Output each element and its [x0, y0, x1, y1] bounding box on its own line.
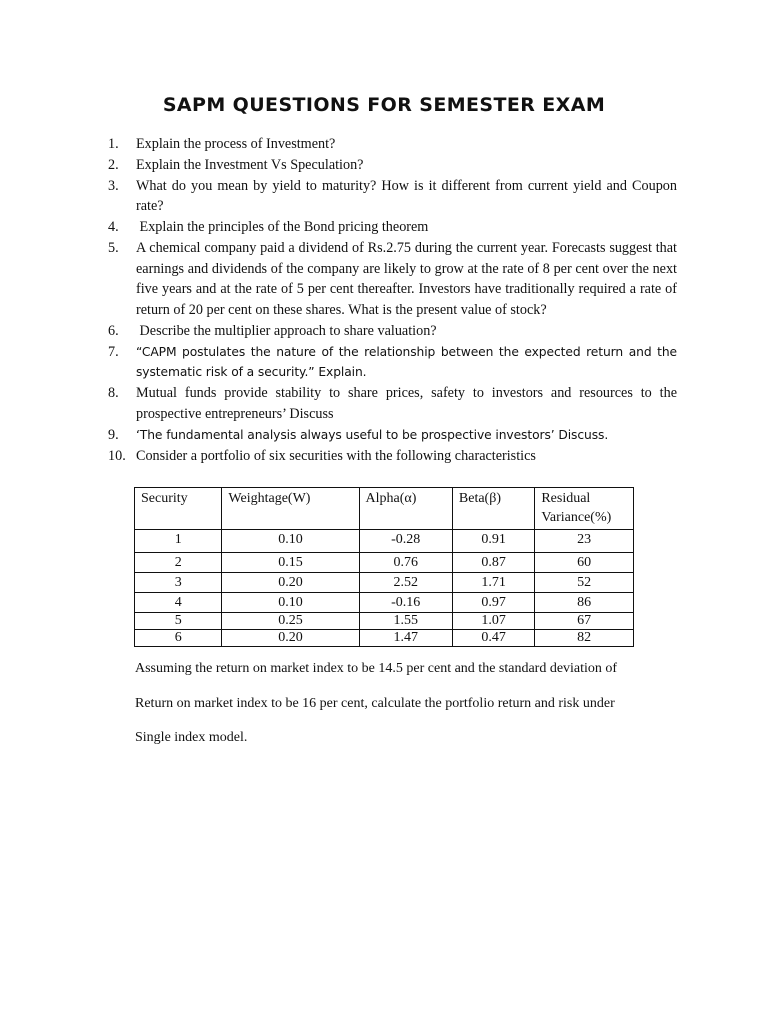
table-cell: 82 [535, 630, 634, 647]
question-number: 3. [108, 177, 119, 194]
question-text: Describe the multiplier approach to share valuation? [136, 322, 437, 339]
closing-paragraph-line: Assuming the return on market index to be 14.5 per cent and the standard deviation of [135, 661, 618, 676]
header-residual-variance: Residual Variance(%) [535, 488, 634, 530]
closing-paragraph-line: Single index model. [135, 730, 248, 745]
question-text: Consider a portfolio of six securities with the following characteristics [136, 447, 536, 464]
question-item [108, 446, 677, 467]
question-text: Explain the process of Investment? [136, 136, 336, 152]
table-row [135, 613, 634, 630]
table-row [135, 630, 634, 647]
table-cell: 0.25 [222, 613, 359, 630]
table-cell: 0.10 [222, 593, 359, 613]
question-text: Explain the Investment Vs Speculation? [136, 156, 364, 173]
table-cell: 0.76 [359, 553, 452, 573]
question-item [108, 176, 677, 217]
question-number: 8. [108, 385, 119, 402]
header-security: Security [135, 488, 222, 530]
securities-table [134, 487, 634, 647]
table-cell: 1 [135, 530, 222, 553]
question-item [108, 134, 677, 155]
question-item [108, 425, 677, 446]
table-cell: 0.91 [452, 530, 534, 553]
table-cell: 0.15 [222, 553, 359, 573]
header-alpha: Alpha(α) [359, 488, 452, 530]
question-text: “CAPM postulates the nature of the relationship between the expected return and the systematic risk of a security.” Explain. [136, 344, 677, 380]
table-row [135, 573, 634, 593]
table-cell: 1.07 [452, 613, 534, 630]
table-cell: 6 [135, 630, 222, 647]
question-item [108, 155, 677, 176]
question-text: ‘The fundamental analysis always useful to be prospective investors’ Discuss. [136, 427, 609, 442]
table-cell: -0.16 [359, 593, 452, 613]
table-cell: 0.20 [222, 630, 359, 647]
question-text: A chemical company paid a dividend of Rs.2.75 during the current year. Forecasts suggest that earnings and dividends of the company are likely to grow at the rate of 8 per cent over the next five years and at the rate of 5 per cent thereafter. Investors have traditionally required a rate of return of 20 per cent on these shares. What is the present value of stock? [136, 240, 677, 318]
table-row [135, 553, 634, 573]
table-cell: 2.52 [359, 573, 452, 593]
table-cell: 60 [535, 553, 634, 573]
table-cell: 67 [535, 613, 634, 630]
question-number: 4. [108, 219, 119, 236]
question-number: 5. [108, 240, 119, 257]
question-number: 7. [108, 343, 119, 360]
question-item [108, 342, 677, 383]
question-text: Explain the principles of the Bond pricing theorem [136, 219, 429, 236]
header-weightage: Weightage(W) [222, 488, 359, 530]
question-item [108, 383, 677, 424]
table-cell: 1.55 [359, 613, 452, 630]
table-header-row [135, 488, 634, 530]
question-item [108, 238, 677, 320]
table-cell: 0.97 [452, 593, 534, 613]
table-cell: 4 [135, 593, 222, 613]
table-row [135, 530, 634, 553]
table-cell: 1.71 [452, 573, 534, 593]
table-cell: 1.47 [359, 630, 452, 647]
table-cell: 86 [535, 593, 634, 613]
table-cell: 0.87 [452, 553, 534, 573]
question-number: 6. [108, 322, 119, 339]
table-cell: 0.10 [222, 530, 359, 553]
table-cell: 0.20 [222, 573, 359, 593]
question-text: What do you mean by yield to maturity? How is it different from current yield and Coupon rate? [136, 177, 677, 215]
table-cell: 2 [135, 553, 222, 573]
table-cell: -0.28 [359, 530, 452, 553]
question-item [108, 321, 677, 342]
table-cell: 52 [535, 573, 634, 593]
question-number: 10. [108, 447, 126, 464]
question-number: 9. [108, 426, 119, 443]
question-list [108, 134, 677, 466]
table-row [135, 593, 634, 613]
table-cell: 23 [535, 530, 634, 553]
table-cell: 0.47 [452, 630, 534, 647]
closing-paragraph-line: Return on market index to be 16 per cent, calculate the portfolio return and risk under [135, 696, 615, 711]
question-item [108, 217, 677, 238]
header-beta: Beta(β) [452, 488, 534, 530]
question-number: 2. [108, 156, 119, 173]
page-title: SAPM QUESTIONS FOR SEMESTER EXAM [162, 94, 606, 116]
question-number: 1. [108, 136, 119, 152]
question-text: Mutual funds provide stability to share prices, safety to investors and resources to the prospective entrepreneurs’ Discuss [136, 385, 677, 422]
table-cell: 3 [135, 573, 222, 593]
table-cell: 5 [135, 613, 222, 630]
